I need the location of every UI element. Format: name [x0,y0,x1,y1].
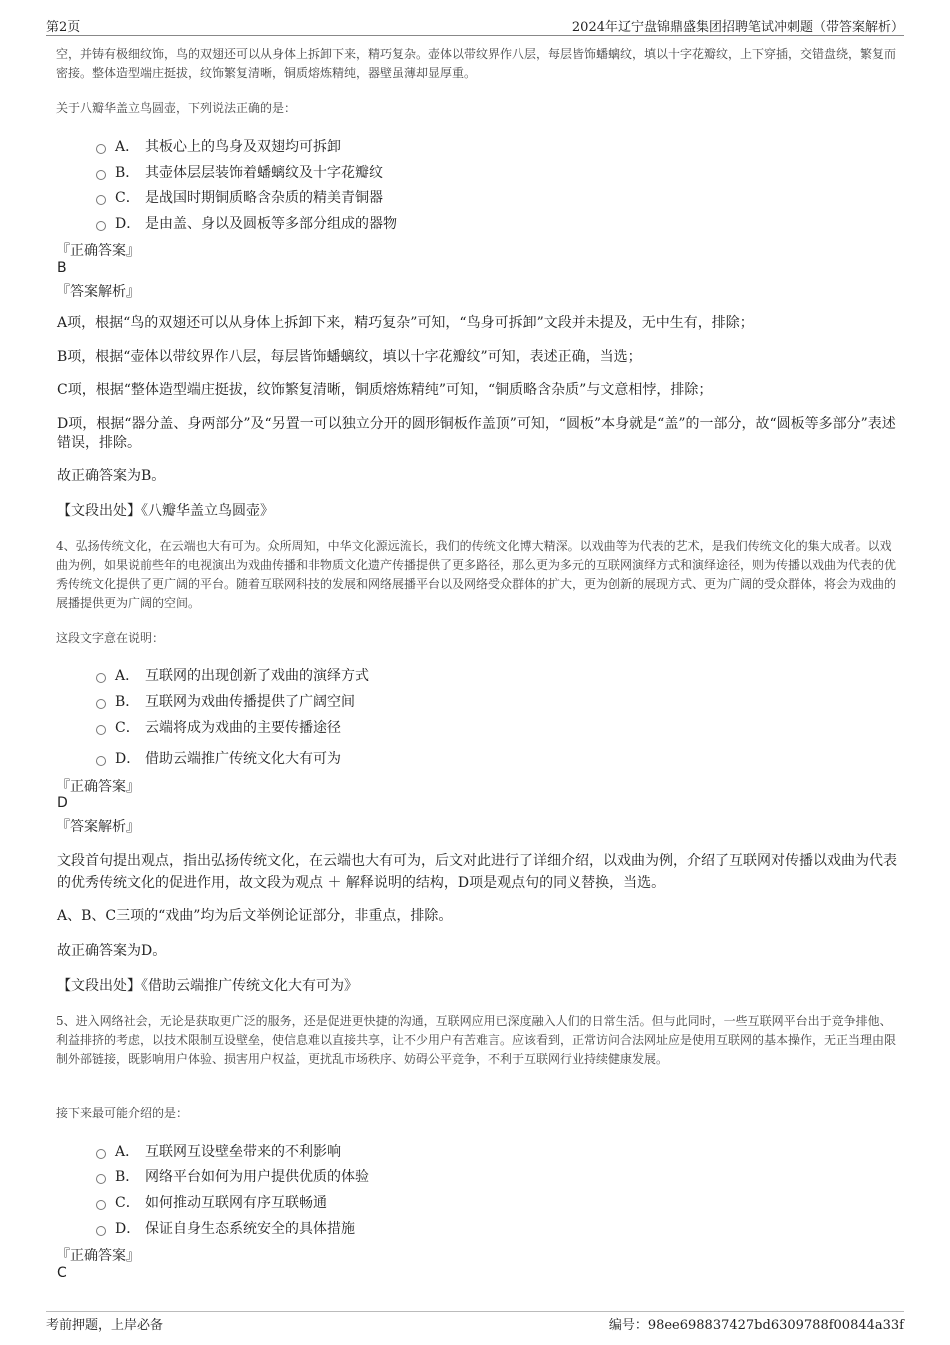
option-text: 互联网的出现创新了戏曲的演绎方式 [145,668,369,684]
q3-option-b[interactable] [96,162,383,182]
radio-icon[interactable] [96,725,106,735]
q5-option-a[interactable] [96,1141,341,1161]
q4-option-c[interactable] [96,717,341,737]
radio-icon[interactable] [96,673,106,683]
q4-option-a[interactable] [96,665,369,685]
q3-conclusion: 故正确答案为B。 [57,468,166,484]
option-text: 互联网为戏曲传播提供了广阔空间 [145,694,355,710]
q3-answer: B [57,260,67,276]
option-letter: C． [115,190,140,206]
q3-option-a[interactable] [96,136,341,156]
footer-slogan: 考前押题，上岸必备 [46,1318,164,1333]
q5-answer-label: 『正确答案』 [56,1248,140,1264]
q3-analysis-c: C项，根据“整体造型端庄挺拔，纹饰繁复清晰，铜质熔炼精纯”可知，“铜质略含杂质”与文意相悖，排除； [57,382,713,398]
option-text: 云端将成为戏曲的主要传播途径 [145,720,341,736]
option-letter: D． [115,216,141,232]
radio-icon[interactable] [96,221,106,231]
radio-icon[interactable] [96,1149,106,1159]
option-letter: D． [115,751,141,767]
option-text: 保证自身生态系统安全的具体措施 [145,1221,355,1237]
q5-answer: C [57,1265,67,1281]
q4-analysis-2: A、B、C三项的“戏曲”均为后文举例论证部分，非重点，排除。 [57,908,453,924]
option-text: 如何推动互联网有序互联畅通 [145,1195,327,1211]
option-letter: C． [115,1195,140,1211]
q4-option-b[interactable] [96,691,355,711]
option-letter: B． [115,165,140,181]
option-letter: C． [115,720,140,736]
q5-passage: 5、进入网络社会，无论是获取更广泛的服务，还是促进更快捷的沟通，互联网应用已深度融入人们的日常生活。但与此同时，一些互联网平台出于竞争排他、利益排挤的考虑，以技术限制互设壁垒，使信息难以直接共享，让不少用户有苦难言。应该看到，正常访问合法网址应是使用互联网的基本操作，无正当理由限制外部链接，既影响用户体验、损害用户权益，更扰乱市场秩序、妨碍公平竞争，不利于互联网行业持续健康发展。 [56,1014,897,1066]
page-number: 第2页 [46,20,81,35]
q5-option-b[interactable] [96,1166,369,1186]
option-text: 互联网互设壁垒带来的不利影响 [145,1144,341,1160]
radio-icon[interactable] [96,756,106,766]
q5-option-d[interactable] [96,1218,355,1238]
q4-passage: 4、弘扬传统文化，在云端也大有可为。众所周知，中华文化源远流长，我们的传统文化博大精深。以戏曲等为代表的艺术，是我们传统文化的集大成者。以戏曲为例，如果说前些年的电视演出为戏曲传播和非物质文化遗产传播提供了更多路径，那么更为多元的互联网演绎方式和演绎途径，则为传播以戏曲为代表的优秀传统文化提供了更广阔的平台。随着互联网科技的发展和网络展播平台以及网络受众群体的扩大，更为创新的展现方式、更为广阔的受众群体，将会为戏曲的展播提供更为广阔的空间。 [56,539,897,610]
q4-source: 【文段出处】《借助云端推广传统文化大有可为》 [57,978,358,994]
q4-stem: 这段文字意在说明： [56,631,165,645]
q3-option-d[interactable] [96,213,397,233]
header-divider [46,35,904,36]
q4-answer-label: 『正确答案』 [56,779,140,795]
option-text: 是战国时期铜质略含杂质的精美青铜器 [145,190,383,206]
option-letter: B． [115,1169,140,1185]
q4-option-d[interactable] [96,748,341,768]
option-letter: D． [115,1221,141,1237]
footer-divider [46,1311,904,1312]
q4-analysis-1: 文段首句提出观点，指出弘扬传统文化，在云端也大有可为，后文对此进行了详细介绍，以戏曲为例，介绍了互联网对传播以戏曲为代表的优秀传统文化的促进作用，故文段为观点 ＋ 解释说明的结构，D项是观点句的同义替换，当选。 [57,853,897,891]
option-letter: A． [115,1144,140,1160]
radio-icon[interactable] [96,144,106,154]
q4-conclusion: 故正确答案为D。 [57,943,167,959]
radio-icon[interactable] [96,699,106,709]
q3-stem: 关于八瓣华盖立鸟圆壶，下列说法正确的是： [56,101,297,115]
document-id: 编号：98ee698837427bd6309788f00844a33f [608,1318,904,1333]
q3-analysis-label: 『答案解析』 [56,284,140,300]
q5-stem: 接下来最可能介绍的是： [56,1106,189,1120]
option-text: 网络平台如何为用户提供优质的体验 [145,1169,369,1185]
q3-analysis-a: A项，根据“鸟的双翅还可以从身体上拆卸下来，精巧复杂”可知，“鸟身可拆卸”文段并未提及，无中生有，排除； [57,315,754,331]
option-letter: A． [115,139,140,155]
q4-analysis-label: 『答案解析』 [56,819,140,835]
radio-icon[interactable] [96,1226,106,1236]
radio-icon[interactable] [96,1174,106,1184]
q4-answer: D [57,795,68,811]
option-letter: A． [115,668,140,684]
q3-source: 【文段出处】《八瓣华盖立鸟圆壶》 [57,503,274,519]
radio-icon[interactable] [96,170,106,180]
q3-passage: 空，并铸有极细纹饰，鸟的双翅还可以从身体上拆卸下来，精巧复杂。壶体以带纹界作八层，每层皆饰蟠螭纹，填以十字花瓣纹，上下穿插，交错盘绕，繁复而密接。整体造型端庄挺拔，纹饰繁复清晰，铜质熔炼精纯，器壁虽薄却显厚重。 [56,47,897,80]
q3-analysis-b: B项，根据“壶体以带纹界作八层，每层皆饰蟠螭纹，填以十字花瓣纹”可知，表述正确，当选； [57,349,642,365]
document-title: 2024年辽宁盘锦鼎盛集团招聘笔试冲刺题（带答案解析） [571,20,904,35]
option-text: 其板心上的鸟身及双翅均可拆卸 [145,139,341,155]
option-text: 其壶体层层装饰着蟠螭纹及十字花瓣纹 [145,165,383,181]
option-text: 是由盖、身以及圆板等多部分组成的器物 [145,216,397,232]
q3-option-c[interactable] [96,187,383,207]
q3-answer-label: 『正确答案』 [56,243,140,259]
radio-icon[interactable] [96,1200,106,1210]
option-letter: B． [115,694,140,710]
q3-analysis-d: D项，根据“器分盖、身两部分”及“另置一可以独立分开的圆形铜板作盖顶”可知，“圆板”本身就是“盖”的一部分，故“圆板等多部分”表述错误，排除。 [57,416,896,451]
q5-option-c[interactable] [96,1192,327,1212]
option-text: 借助云端推广传统文化大有可为 [145,751,341,767]
radio-icon[interactable] [96,195,106,205]
